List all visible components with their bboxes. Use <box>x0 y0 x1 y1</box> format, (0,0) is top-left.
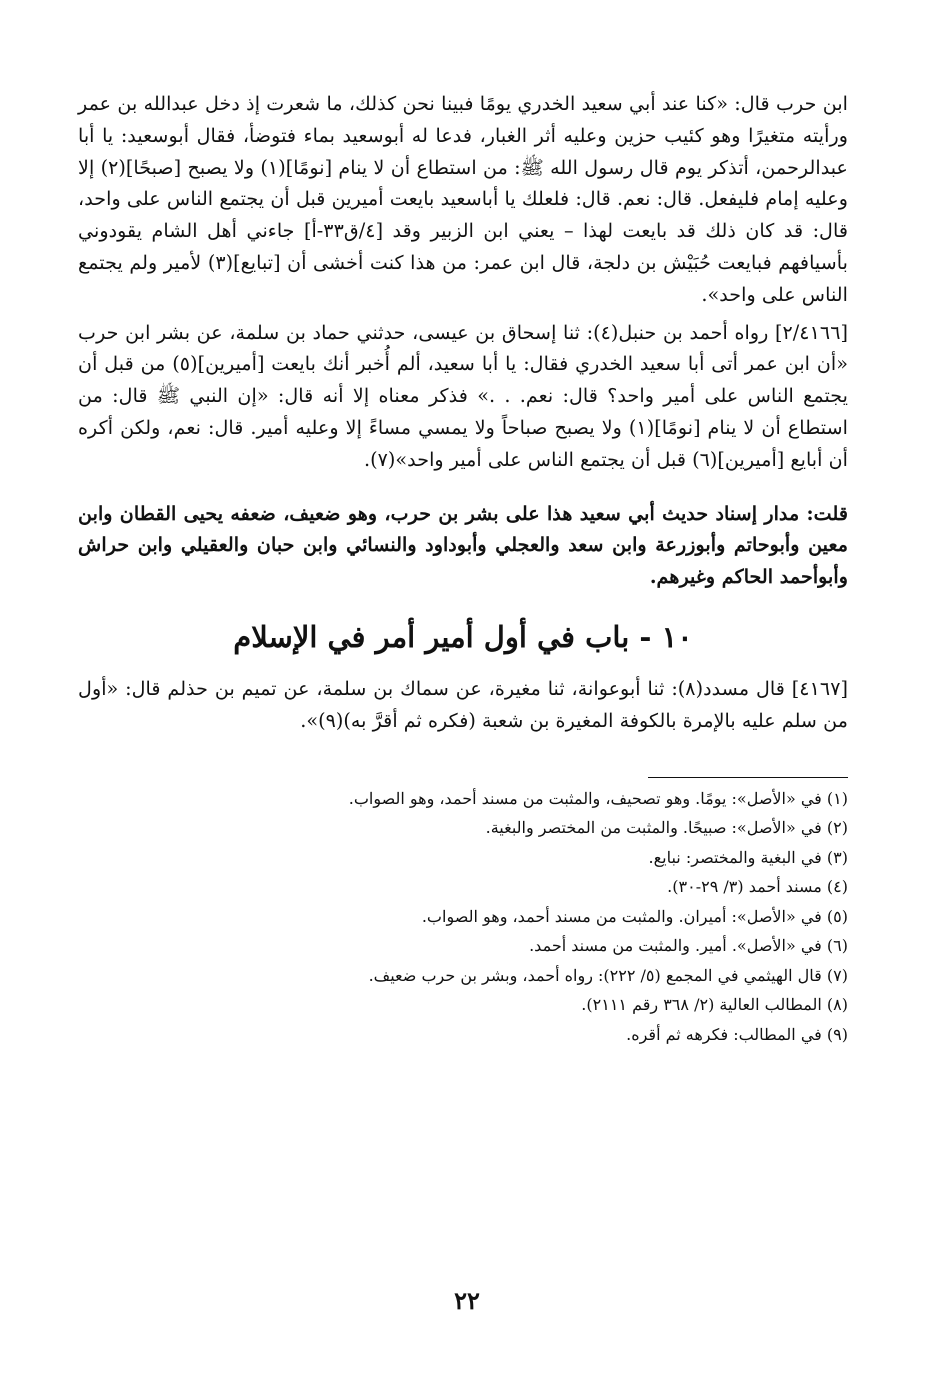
footnote-item: (٢) في «الأصل»: صبيحًا. والمثبت من المختصر والبغية. <box>485 818 848 838</box>
page-number: ٢٢ <box>454 1286 480 1315</box>
footnote-item: (١) في «الأصل»: يومًا. وهو تصحيف، والمثبت من مسند أحمد، وهو الصواب. <box>348 788 848 808</box>
footnote-item: (٨) المطالب العالية (٢/ ٣٦٨ رقم ٢١١١). <box>581 995 848 1015</box>
footnote-item: (٩) في المطالب: فكرهه ثم أقره. <box>626 1024 848 1044</box>
paragraph-2: [٢/٤١٦٦] رواه أحمد بن حنبل(٤): ثنا إسحاق بن عيسى، حدثني حماد بن سلمة، عن بشر ابن حرب «أن ابن عمر أتى أبا سعيد الخدري فقال: يا أبا سعيد، ألم أُخبر أنك بايعت [أميرين](٥) من قبل أن يجتمع الناس على أمير واحد؟ قال: نعم. . .» فذكر معناه إلا أنه قال: «إن النبي ﷺ قال: من استطاع أن لا ينام [نومًا](١) ولا يصبح صباحاً ولا يمسي مساءً إلا وعليه أمير. قال: نعم، ولكن أكره أن أبايع [أميرين](٦) قبل أن يجتمع الناس على أمير واحد»(٧). <box>78 320 849 471</box>
footnote-item: (٣) في البغية والمختصر: نبايع. <box>648 847 848 867</box>
footnote-item: (٤) مسند أحمد (٣/ ٢٩-٣٠). <box>667 877 848 897</box>
chapter-title: ١٠ - باب في أول أمير أمر في الإسلام <box>233 619 693 654</box>
paragraph-4: [٤١٦٧] قال مسدد(٨): ثنا أبوعوانة، ثنا مغيرة، عن سماك بن سلمة، عن تميم بن حذلم قال: «أول من سلم عليه بالإمرة بالكوفة المغيرة بن شعبة (فكره ثم أقرَّ به)(٩)». <box>78 676 849 732</box>
footnotes-list <box>78 784 848 1050</box>
footnote-item: (٧) قال الهيثمي في المجمع (٥/ ٢٢٢): رواه أحمد، وبشر بن حرب ضعيف. <box>368 965 848 985</box>
page-content <box>78 88 848 1049</box>
footnote-divider <box>648 777 848 778</box>
footnote-item: (٥) في «الأصل»: أميران. والمثبت من مسند أحمد، وهو الصواب. <box>421 906 848 926</box>
paragraph-3-commentary: قلت: مدار إسناد حديث أبي سعيد هذا على بشر بن حرب، وهو ضعيف، ضعفه يحيى القطان وابن معين وأبوحاتم وأبوزرعة وابن سعد والعجلي وأبوداود والنسائي وابن حبان والعقيلي وابن حراش وأبوأحمد الحاكم وغيرهم. <box>78 501 848 589</box>
footnote-item: (٦) في «الأصل». أمير. والمثبت من مسند أحمد. <box>529 936 848 956</box>
paragraph-1: ابن حرب قال: «كنا عند أبي سعيد الخدري يومًا فبينا نحن كذلك، ما شعرت إذ دخل عبدالله بن عمر ورأيته متغيرًا وهو كئيب حزين وعليه أثر الغبار، فدعا له أبوسعيد بماء فتوضأ، فقال أبوسعيد: يا أبا عبدالرحمن، أتذكر يوم قال رسول الله ﷺ: من استطاع أن لا ينام [نومًا](١) ولا يصبح [صبحًا](٢) إلا وعليه إمام فليفعل. قال: نعم. قال: فلعلك يا أباسعيد بايعت أميرين قبل أن يجتمع الناس على واحد، قال: قد كان ذلك قد بايعت لهذا – يعني ابن الزبير وقد [٤/ق٣٣-أ] جاءني أهل الشام يقودوني بأسيافهم فبايعت حُبَيْش بن دلجة، قال ابن عمر: من هذا كنت أخشى أن [تبايع](٣) لأمير ولم يجتمع الناس على واحد». <box>78 92 849 306</box>
